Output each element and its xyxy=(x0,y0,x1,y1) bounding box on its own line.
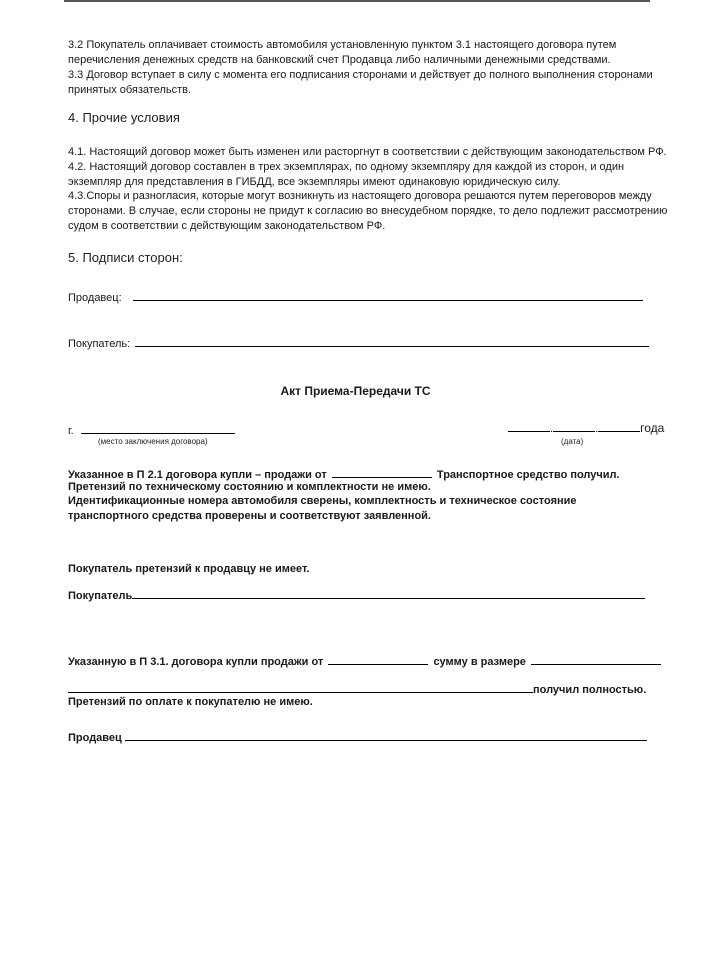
section-5-title: 5. Подписи сторон: xyxy=(68,250,183,265)
buyer-label: Покупатель: xyxy=(68,338,131,350)
act-line-1-end: Транспортное средство получил. xyxy=(436,469,620,481)
no-claims-payment: Претензий по оплате к покупателю не имею. xyxy=(68,696,313,708)
clause-4-2: 4.2. Настоящий договор составлен в трех экземплярах, по одному экземпляру для каждой из сторон, и один экземпляр для представления в ГИБДД, все экземпляры имеют одинаковую юридическую силу. xyxy=(68,161,625,188)
seller-label: Продавец: xyxy=(68,292,122,304)
buyer-signature-row xyxy=(68,335,649,350)
date-year-line[interactable] xyxy=(598,420,640,432)
act-buyer-signature-line[interactable] xyxy=(132,587,645,599)
seller-signature-row xyxy=(68,289,643,304)
act-title: Акт Приема-Передачи ТС xyxy=(280,384,431,398)
act-buyer-label: Покупатель xyxy=(68,590,133,602)
seller-signature-line[interactable] xyxy=(133,289,643,301)
section-4-title: 4. Прочие условия xyxy=(68,110,180,125)
clause-3-2: 3.2 Покупатель оплачивает стоимость автомобиля установленную пунктом 3.1 настоящего договора путем перечисления денежных средств на банковский счет Продавца либо наличными денежными средствами. xyxy=(68,39,617,66)
act-line-3: Идентификационные номера автомобиля сверены, комплектность и техническое состояние транспортного средства проверены и соответствуют заявленной. xyxy=(68,495,577,522)
place-caption: (место заключения договора) xyxy=(98,437,208,446)
city-line[interactable] xyxy=(81,422,235,434)
date-dot: . xyxy=(550,423,554,435)
act-line-1 xyxy=(68,466,620,481)
city-row xyxy=(68,422,235,437)
buyer-signature-line[interactable] xyxy=(135,335,649,347)
act-seller-signature-row xyxy=(68,729,647,744)
act-seller-label: Продавец xyxy=(68,732,122,744)
received-text: получил полностью. xyxy=(533,684,647,696)
date-month-line[interactable] xyxy=(553,420,595,432)
city-prefix: г. xyxy=(68,425,74,437)
contract-date-line[interactable] xyxy=(332,466,432,478)
page-top-rule xyxy=(64,0,650,2)
act-line-2: Претензий по техническому состоянию и комплектности не имею. xyxy=(68,481,431,493)
amount-words-row xyxy=(68,681,646,696)
clause-3-3: 3.3 Договор вступает в силу с момента его подписания сторонами и действует до полного выполнения сторонами принятых обязательств. xyxy=(68,69,653,96)
clause-4-1: 4.1. Настоящий договор может быть изменен или расторгнут в соответствии с действующим законодательством РФ. xyxy=(68,146,667,158)
year-suffix: года xyxy=(640,421,665,435)
money-text-a: Указанную в П 3.1. договора купли продажи от xyxy=(68,656,324,668)
amount-words-line[interactable] xyxy=(68,681,533,693)
money-amount-line[interactable] xyxy=(531,653,661,665)
money-row xyxy=(68,653,661,668)
act-line-1-text: Указанное в П 2.1 договора купли – продажи от xyxy=(68,469,327,481)
act-seller-signature-line[interactable] xyxy=(125,729,647,741)
date-day-line[interactable] xyxy=(508,420,550,432)
date-caption: (дата) xyxy=(561,437,584,446)
date-row xyxy=(508,420,664,435)
money-text-b: сумму в размере xyxy=(433,656,526,668)
money-date-line[interactable] xyxy=(328,653,428,665)
clause-4-3: 4.3.Споры и разногласия, которые могут возникнуть из настоящего договора решаются путем переговоров между сторонами. В случае, если стороны не придут к согласию во внесудебном порядке, то дело подлежит рассмотрению судом в соответствии с действующим законодательством РФ. xyxy=(68,190,668,232)
no-claims-buyer: Покупатель претензий к продавцу не имеет. xyxy=(68,563,310,575)
date-dot: . xyxy=(595,423,599,435)
act-buyer-signature-row xyxy=(68,587,645,602)
